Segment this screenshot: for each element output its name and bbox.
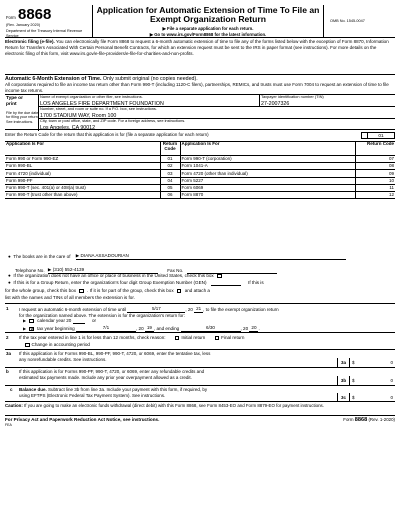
no-office-row	[8, 273, 224, 279]
until-year-field[interactable]	[194, 306, 203, 313]
bullet-dot: ●	[8, 273, 11, 278]
form-word: Form	[6, 15, 16, 20]
line-3c-number: c	[10, 387, 13, 392]
revision-date: (Rev. January 2020)	[6, 23, 41, 27]
line-3c-text	[19, 387, 339, 399]
city-field[interactable]: Los Angeles, CA 90012	[40, 124, 96, 131]
form-page	[5, 5, 395, 513]
final-return-checkbox[interactable]	[215, 336, 220, 341]
books-name-value: ▶ DIANA ASSADOURIAN	[75, 253, 129, 258]
line-3c-box-label: 3c	[337, 393, 349, 402]
col-header-code: Return Code	[160, 142, 180, 156]
line-3b-text2: estimated tax payments made. Include any prior year overpayment allowed as a credit.	[19, 374, 192, 380]
application-cell: Form 990 or Form 990-EZ	[5, 156, 160, 163]
return-code-cell-2: 09	[355, 170, 395, 177]
gen-field[interactable]	[211, 285, 241, 286]
no-office-checkbox[interactable]	[217, 274, 222, 279]
application-cell: Form 990-BL	[5, 163, 160, 170]
balance-due-label: Balance due.	[19, 387, 47, 392]
omb-number: OMB No. 1545-0047	[330, 19, 365, 23]
tin-field[interactable]: 27-2007326	[261, 100, 290, 107]
change-accounting-row	[23, 342, 90, 348]
calendar-year-row	[23, 318, 96, 324]
footer-form-word: Form	[343, 417, 354, 422]
books-care-row	[8, 253, 346, 260]
line-1-text-c: for the organization named above. The extension is for the organization's return for:	[19, 312, 185, 318]
line-3b-box-label: 3b	[337, 376, 349, 385]
end-year-field[interactable]	[249, 325, 258, 332]
col-header-application: Application Is For	[5, 142, 160, 156]
or-label: or	[91, 318, 97, 323]
table-row	[5, 191, 395, 198]
table-row	[5, 163, 395, 170]
return-code-row	[5, 132, 395, 140]
footer-form-id	[343, 417, 395, 424]
if-this-text: If this is	[248, 280, 264, 285]
line-1-number: 1	[6, 306, 9, 311]
whole-group-row	[5, 288, 210, 294]
line-3a-text1: If this application is for Forms 990-BL, 990-PF, 990-T, 4720, or 6069, enter the tentative tax, less	[19, 351, 211, 356]
tin-label: Taxpayer identification number (TIN)	[261, 94, 324, 99]
privacy-notice: For Privacy Act and Paperwork Reduction Act Notice, see instructions.	[5, 417, 160, 422]
line-3b-amount: 0	[390, 378, 393, 383]
form-number: 8868	[18, 6, 52, 23]
return-code-cell: 02	[160, 163, 180, 170]
tax-year-checkbox-checked[interactable]: X	[30, 326, 34, 332]
table-row	[5, 184, 395, 191]
form-title-line2: Exempt Organization Return	[149, 14, 267, 25]
return-code-instruction: Enter the Return Code for the return that this application is for (file a separate application for each return)	[5, 132, 209, 137]
line-1-year-prefix: , 20	[185, 307, 193, 312]
line-3c-text1: Subtract line 3b from line 3a. Include your payment with this form, if required, by	[46, 387, 208, 392]
begin-year-field[interactable]	[145, 325, 154, 332]
return-code-cell: 01	[160, 156, 180, 163]
application-cell: Form 990-T (trust other than above)	[5, 191, 160, 198]
electronic-filing-paragraph	[5, 39, 395, 75]
books-name-field[interactable]	[76, 253, 346, 260]
initial-return-label: Initial return	[181, 335, 206, 340]
return-code-cell-2: 08	[355, 163, 395, 170]
dollar-sign: $	[352, 360, 355, 365]
calendar-year-field[interactable]	[73, 323, 85, 324]
begin-year-value: 19	[146, 325, 152, 330]
line-3c-amount: 0	[390, 395, 393, 400]
table-row	[5, 156, 395, 163]
instruction-bullet-website: ▶ Go to www.irs.gov/Form8868 for the latest information.	[149, 32, 267, 37]
tin-block	[259, 95, 395, 107]
form-title-block	[93, 5, 323, 38]
line-3b-number: b	[6, 369, 9, 374]
department: Department of the Treasury Internal Revenue Service	[6, 29, 83, 38]
form-title	[93, 6, 323, 25]
line-3c-text2: using EFTPS (Electronic Federal Tax Payment System). See instructions.	[19, 392, 166, 398]
tax-year-end-field[interactable]	[181, 325, 241, 332]
line-2	[5, 332, 395, 349]
return-code-cell-2: 11	[355, 184, 395, 191]
col-header-application-2: Application Is For	[180, 142, 355, 156]
table-header-row	[5, 142, 395, 156]
automatic-note: Only submit original (no copies needed).	[101, 76, 198, 82]
return-code-cell-2: 10	[355, 177, 395, 184]
table-row	[5, 170, 395, 177]
until-date-value: 5/17	[151, 306, 161, 311]
until-date-field[interactable]	[127, 306, 185, 313]
line-1-text-a: I request an automatic 6-month extension of time until	[19, 307, 127, 312]
return-code-cell: 04	[160, 177, 180, 184]
application-cell-2: Form 4720 (other than individual)	[180, 170, 355, 177]
whole-group-checkbox[interactable]	[79, 289, 84, 294]
arrow-icon: ▶	[23, 326, 27, 331]
omb-block	[323, 5, 395, 38]
line-3a-number: 3a	[6, 351, 12, 356]
dollar-sign: $	[352, 378, 355, 383]
bullet-dot: ●	[8, 280, 11, 285]
line-3b-text1: If this application is for Forms 990-PF, 990-T, 4720, or 6069, enter any refundable credits and	[19, 369, 205, 374]
group-return-row	[8, 280, 264, 286]
automatic-heading: Automatic 6-Month Extension of Time.	[5, 76, 102, 82]
tax-year-row: ▶ X tax year beginning 7/1 , 20 19 , and ending 6/30 , 20 20 .	[23, 325, 260, 332]
footer-revision: (Rev. 1-2020)	[368, 417, 395, 422]
line-3a-amount-field[interactable]	[349, 358, 395, 367]
tax-year-begin-field[interactable]	[76, 325, 136, 332]
electronic-filing-text: You can electronically file Form 8868 to request a 6-month automatic extension of time to file any of the forms listed below with the exception of Form 8870, Information Return for Transfers Associated With Certain Personal Benefit Contracts, for which an extension request must be sent to the IRS in paper format (see instructions). For more details on the electronic filing of this form, visit www.irs.gov/e-file-providers/e-file-for-charities-and-non-profits.	[5, 39, 389, 56]
caution-text: If you are going to make an electronic funds withdrawal (direct debit) with this Form 8868, see Form 8453-EO and Form 8879-EO for payment instructions.	[22, 403, 324, 408]
corporations-note: All corporations required to file an income tax return other than Form 990-T (including 1120-C filers), partnerships, REMICs, and trusts must use Form 7004 to request an extension of time to file income tax returns.	[5, 82, 389, 93]
form-footer	[5, 415, 395, 429]
until-year-value: 21	[196, 306, 202, 311]
return-code-cell: 06	[160, 191, 180, 198]
members-list-row: list with the names and TINs of all members the extension is for.	[5, 295, 135, 300]
line-1	[5, 303, 395, 331]
line-3a	[5, 349, 395, 366]
application-cell: Form 990-PF	[5, 177, 160, 184]
type-or-print-label	[6, 96, 23, 108]
line-3c	[5, 385, 395, 402]
tax-year-begin-value: 7/1	[102, 325, 110, 330]
change-accounting-label: Change in accounting period	[31, 342, 90, 347]
calendar-year-checkbox[interactable]	[29, 319, 34, 324]
line-1-text-b: , to file the exempt organization return	[203, 307, 279, 312]
address-label: Number, street, and room or suite no. If a P.O. box, see instructions.	[40, 106, 157, 111]
line-3a-amount: 0	[390, 360, 393, 365]
application-cell-2: Form 990-T (corporation)	[180, 156, 355, 163]
attach-text: and attach a	[184, 288, 210, 293]
line-3c-amount-field[interactable]	[349, 393, 395, 402]
type-or-text: Type or	[6, 96, 23, 101]
part-group-checkbox[interactable]	[177, 289, 182, 294]
address-field[interactable]: 1700 STADIUM WAY, Room 100	[40, 112, 117, 119]
line-3b-amount-field[interactable]	[349, 376, 395, 385]
line-3b	[5, 367, 395, 384]
line-3b-text	[19, 369, 339, 381]
application-cell-2: Form 5227	[180, 177, 355, 184]
form-title-line1: Application for Automatic Extension of Time To File an	[96, 5, 320, 15]
telephone-label: Telephone No.	[15, 268, 45, 273]
electronic-filing-label: Electronic filing (e-file).	[5, 39, 55, 44]
application-cell: Form 4720 (individual)	[5, 170, 160, 177]
line-2-text: If the tax year entered in line 1 is for less than 12 months, check reason:	[19, 335, 166, 340]
type-or-print-block	[5, 95, 39, 131]
instruction-bullet-separate: ▶ File a separate application for each return.	[162, 26, 254, 31]
and-ending-label: , and ending	[153, 326, 180, 331]
application-cell-2: Form 6069	[180, 184, 355, 191]
line-1-text	[19, 306, 339, 319]
organization-name-field[interactable]: LOS ANGELES FIRE DEPARTMENT FOUNDATION	[40, 100, 164, 107]
end-year-value: 20	[251, 325, 257, 330]
change-accounting-checkbox[interactable]	[25, 343, 30, 348]
line-3a-text	[19, 351, 339, 363]
caution-note	[5, 403, 395, 409]
return-code-cell: 05	[160, 184, 180, 191]
group-return-text: If this is for a Group Return, enter the organization's four digit Group Exemption Number (GEN)	[13, 280, 207, 285]
application-cell-2: Form 8870	[180, 191, 355, 198]
no-office-text: If the organization does not have an office or place of business in the United States, check this box	[13, 273, 214, 278]
arrow-icon: ▶	[23, 318, 27, 323]
caution-label: Caution:	[5, 403, 23, 408]
identification-section	[5, 94, 395, 130]
print-text: print	[6, 101, 17, 107]
return-code-table	[5, 141, 395, 199]
table-row	[5, 177, 395, 184]
name-label: Name of exempt organization or other filer, see instructions.	[40, 94, 143, 99]
line-3a-box-label: 3a	[337, 358, 349, 367]
return-code-cell: 03	[160, 170, 180, 177]
city-label: City, town or post office, state, and ZIP code. For a foreign address, see instructions.	[40, 118, 186, 123]
footer-code: FEA	[5, 423, 12, 427]
fax-label: Fax No.	[167, 268, 184, 273]
application-cell: Form 990-T (sec. 401(a) or 408(a) trust)	[5, 184, 160, 191]
return-code-field[interactable]: 01	[367, 132, 395, 139]
line-2-number: 2	[6, 335, 9, 340]
line-2-row	[19, 335, 244, 341]
dollar-sign: $	[352, 395, 355, 400]
part-group-text: . If it is for part of the group, check this box	[87, 288, 174, 293]
application-cell-2: Form 1041-A	[180, 163, 355, 170]
form-id-block	[5, 5, 93, 38]
city-row	[39, 119, 395, 131]
return-code-cell-2: 12	[355, 191, 395, 198]
whole-group-text: for the whole group, check this box	[5, 288, 76, 293]
footer-form-number: 8868	[354, 417, 368, 423]
form-header	[5, 5, 395, 38]
tax-year-label: tax year beginning	[37, 326, 75, 331]
calendar-year-label: calendar year 20	[37, 318, 72, 323]
bullet-dot: ●	[8, 254, 11, 259]
telephone-value: ▶ (310) 552-4139	[47, 267, 85, 272]
line-3a-text2: any nonrefundable credits. See instructions.	[19, 356, 107, 362]
col-header-code-2: Return Code	[355, 142, 395, 156]
file-by-note: File by the due date for filing your return. See instructions.	[6, 111, 39, 124]
initial-return-checkbox[interactable]	[175, 336, 180, 341]
final-return-label: Final return	[221, 335, 245, 340]
tax-year-end-value: 6/30	[206, 325, 215, 330]
books-label: The books are in the care of	[13, 254, 71, 259]
return-code-cell-2: 07	[355, 156, 395, 163]
